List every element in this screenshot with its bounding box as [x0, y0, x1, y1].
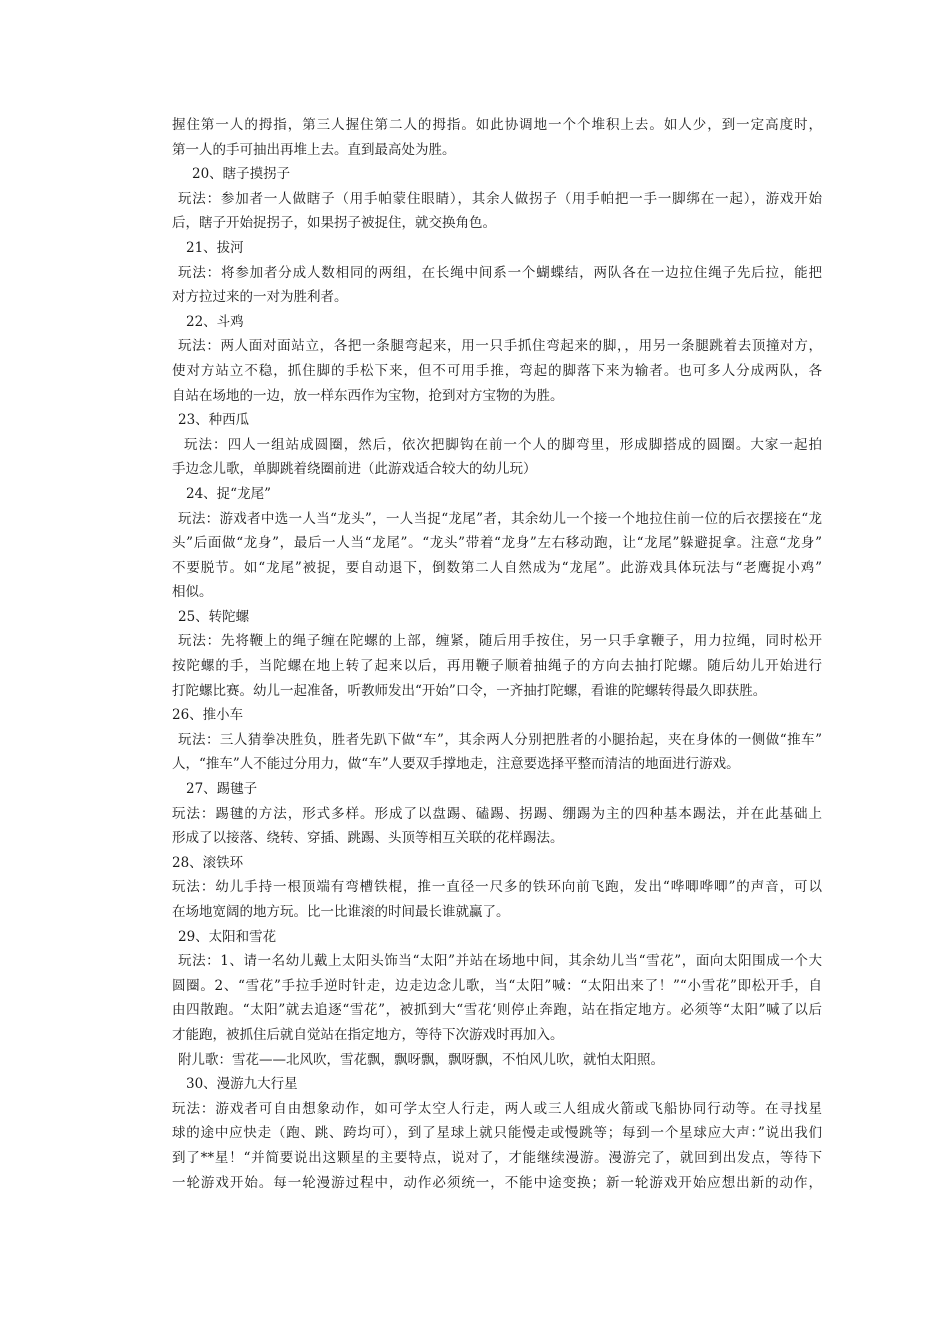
text-line: 对方拉过来的一对为胜利者。: [172, 289, 348, 306]
text-line: 第一人的手可抽出再堆上去。直到最高处为胜。: [172, 141, 456, 158]
text-line: 24、捉“龙尾”: [186, 485, 271, 502]
text-line: 27、踢毽子: [186, 781, 258, 798]
text-line: 玩法：先将鞭上的绳子缠在陀螺的上部，缠紧，随后用手按住，另一只手拿鞭子，用力拉绳，同时松开: [178, 633, 822, 650]
text-line: 球的途中应快走（跑、跳、跨均可），到了星球上就只能慢走或慢跳等；每到一个星球应大声：”说出我们: [172, 1125, 822, 1142]
text-line: 23、种西瓜: [178, 412, 250, 429]
text-line: 头”后面做“龙身”，最后一人当“龙尾”。“龙头”带着“龙身”左右移动跑，让“龙尾”躲避捉拿。注意“龙身”: [172, 535, 822, 552]
text-line: 玩法：两人面对面站立，各把一条腿弯起来，用一只手抓住弯起来的脚，，用另一条腿跳着去顶撞对方，: [178, 338, 822, 355]
text-line: 圆圈。2、“雪花”手拉手逆时针走，边走边念儿歌，当“太阳”喊：“太阳出来了！”“小雪花”即松开手，自: [172, 977, 822, 994]
text-line: 在场地宽阔的地方玩。比一比谁滚的时间最长谁就赢了。: [172, 904, 510, 920]
text-line: 29、太阳和雪花: [178, 928, 277, 945]
text-line: 玩法：四人一组站成圆圈，然后，依次把脚钩在前一个人的脚弯里，形成脚搭成的圆圈。大家一起拍: [184, 436, 822, 453]
text-line: 后，瞎子开始捉拐子，如果拐子被捉住，就交换角色。: [172, 215, 496, 232]
text-line: 一轮游戏开始。每一轮漫游过程中，动作必须统一，不能中途变换；新一轮游戏开始应想出新的动作，: [172, 1174, 822, 1191]
text-line: 玩法：游戏者可自由想象动作，如可学太空人行走，两人或三人组成火箭或飞船协同行动等。在寻找星: [172, 1100, 822, 1117]
text-line: 打陀螺比赛。幼儿一起准备，听教师发出“开始”口令，一齐抽打陀螺，看谁的陀螺转得最久即获胜。: [172, 682, 767, 699]
text-line: 使对方站立不稳，抓住脚的手松下来，但不可用手推，弯起的脚落下来为输者。也可多人分成两队，各: [172, 362, 822, 379]
text-line: 玩法：三人猜拳决胜负，胜者先趴下做“车”，其余两人分别把胜者的小腿抬起，夹在身体的一侧做“推车”: [178, 731, 822, 748]
text-line: 玩法：游戏者中选一人当“龙头”，一人当捉“龙尾”者，其余幼儿一个接一个地拉住前一位的后衣摆接在“龙: [178, 510, 822, 527]
text-line: 握住第一人的拇指，第三人握住第二人的拇指。如此协调地一个个堆积上去。如人少，到一定高度时，: [172, 117, 822, 133]
text-line: 不要脱节。如“龙尾”被捉，要自动退下，倒数第二人自然成为“龙尾”。此游戏具体玩法与“老鹰捉小鸡”: [172, 559, 822, 576]
text-line: 玩法：将参加者分成人数相同的两组，在长绳中间系一个蝴蝶结，两队各在一边拉住绳子先后拉，能把: [178, 264, 822, 281]
document-page: [172, 113, 822, 1195]
text-line: 21、拔河: [186, 239, 244, 256]
text-line: 人，“推车”人不能过分用力，做“车”人要双手撑地走，注意要选择平整而清洁的地面进行游戏。: [172, 756, 740, 773]
text-line: 按陀螺的手，当陀螺在地上转了起来以后，再用鞭子顺着抽绳子的方向去抽打陀螺。随后幼儿开始进行: [172, 658, 822, 675]
text-line: 玩法：踢毽的方法，形式多样。形成了以盘踢、磕踢、拐踢、绷踢为主的四种基本踢法，并在此基础上: [172, 805, 822, 822]
text-line: 由四散跑。“太阳”就去追逐“雪花”，被抓到大“雪花‘则停止奔跑，站在指定地方。必须等“太阳”喊了以后: [172, 1002, 822, 1019]
text-line: 手边念儿歌，单脚跳着绕圈前进（此游戏适合较大的幼儿玩）: [172, 461, 537, 478]
text-line: 到了**星！“并简要说出这颗星的主要特点，说对了，才能继续漫游。漫游完了，就回到出发点，等待下: [172, 1149, 822, 1166]
text-line: 形成了以接落、绕转、穿插、跳踢、头顶等相互关联的花样踢法。: [172, 830, 564, 847]
text-line: 28、滚铁环: [172, 854, 244, 871]
text-line: 玩法：参加者一人做瞎子（用手帕蒙住眼睛），其余人做拐子（用手帕把一手一脚绑在一起），游戏开始: [178, 190, 822, 207]
text-line: 附儿歌：雪花——北风吹，雪花飘，飘呀飘，飘呀飘，不怕风儿吹，就怕太阳照。: [178, 1051, 664, 1068]
text-line: 相似。: [172, 584, 213, 601]
text-line: 20、瞎子摸拐子: [192, 166, 291, 183]
text-line: 25、转陀螺: [178, 608, 250, 625]
text-line: 22、斗鸡: [186, 313, 244, 330]
text-line: 才能跑，被抓住后就自觉站在指定地方，等待下次游戏时再加入。: [172, 1026, 564, 1043]
text-line: 30、漫游九大行星: [186, 1076, 298, 1093]
text-line: 玩法：1、请一名幼儿戴上太阳头饰当“太阳”并站在场地中间，其余幼儿当“雪花”，面向太阳围成一个大: [178, 953, 822, 970]
text-line: 玩法：幼儿手持一根顶端有弯槽铁棍，推一直径一尺多的铁环向前飞跑，发出“哗唧哗唧”的声音，可以: [172, 879, 822, 896]
text-line: 自站在场地的一边，放一样东西作为宝物，抢到对方宝物的为胜。: [172, 387, 564, 404]
text-line: 26、推小车: [172, 707, 244, 724]
